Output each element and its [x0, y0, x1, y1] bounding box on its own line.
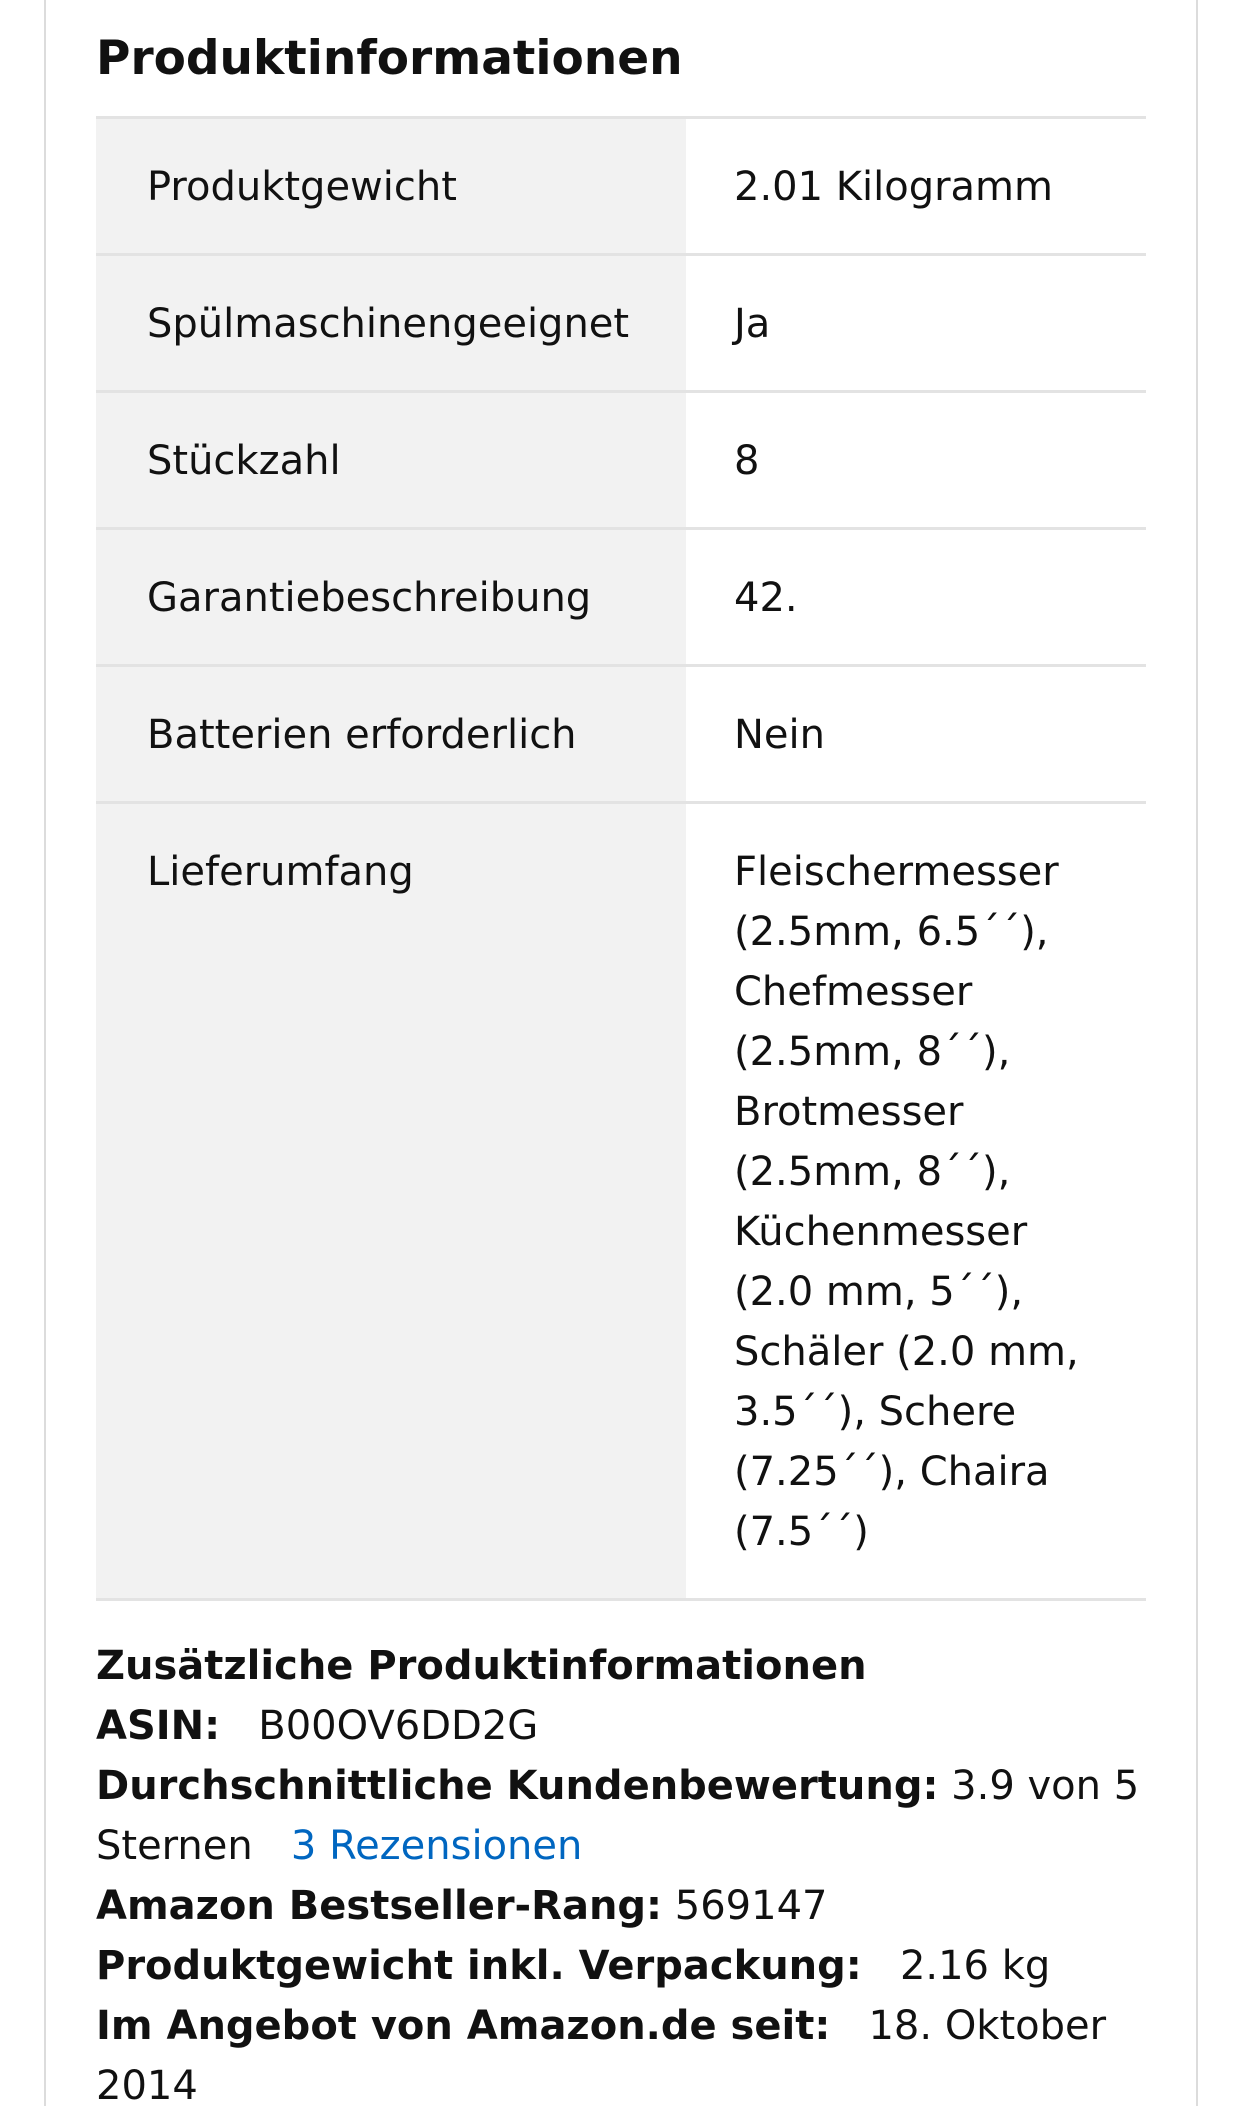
asin-label: ASIN: — [96, 1703, 221, 1749]
bestseller-rank-line — [96, 1876, 1156, 1936]
bestseller-rank-value: 569147 — [674, 1883, 828, 1929]
section-title: Produktinformationen — [96, 31, 683, 86]
spec-value: Fleischermesser (2.5mm, 6.5´´), Chefmesser (2.5mm, 8´´), Brotmesser (2.5mm, 8´´), Küchenmesser (2.0 mm, 5´´), Schäler (2.0 mm, 3.5´´), Schere (7.25´´), Chaira (7.5´´) — [734, 849, 1079, 1555]
table-row — [96, 119, 1146, 256]
package-weight-value: 2.16 kg — [899, 1943, 1051, 1989]
spec-value: Nein — [734, 712, 825, 758]
table-row — [96, 804, 1146, 1601]
spec-label: Garantiebeschreibung — [96, 530, 686, 664]
additional-info-title: Zusätzliche Produktinformationen — [96, 1643, 867, 1689]
spec-label: Spülmaschinengeeignet — [96, 256, 686, 390]
table-row — [96, 256, 1146, 393]
product-info-table — [96, 116, 1146, 1601]
rating-label: Durchschnittliche Kundenbewertung: — [96, 1763, 939, 1809]
available-since-value: 18. Oktober 2014 — [96, 2003, 1107, 2109]
package-weight-line — [96, 1936, 1156, 1996]
spec-label: Lieferumfang — [96, 804, 686, 1598]
table-row — [96, 667, 1146, 804]
asin-value: B00OV6DD2G — [258, 1703, 539, 1749]
spec-value: 2.01 Kilogramm — [734, 164, 1053, 210]
spec-value: Ja — [734, 301, 771, 347]
additional-product-info — [96, 1636, 1156, 2116]
bestseller-rank-label: Amazon Bestseller-Rang: — [96, 1883, 663, 1929]
rating-line — [96, 1756, 1156, 1876]
spec-label: Batterien erforderlich — [96, 667, 686, 801]
spec-value: 42. — [734, 575, 798, 621]
spec-value: 8 — [734, 438, 760, 484]
asin-line — [96, 1696, 1156, 1756]
package-weight-label: Produktgewicht inkl. Verpackung: — [96, 1943, 862, 1989]
rating-value: 3.9 von 5 Sternen — [96, 1763, 1140, 1869]
spec-label: Stückzahl — [96, 393, 686, 527]
available-since-line — [96, 1996, 1156, 2116]
table-row — [96, 530, 1146, 667]
table-row — [96, 393, 1146, 530]
spec-label: Produktgewicht — [96, 119, 686, 253]
available-since-label: Im Angebot von Amazon.de seit: — [96, 2003, 831, 2049]
reviews-link[interactable]: 3 Rezensionen — [290, 1823, 583, 1869]
